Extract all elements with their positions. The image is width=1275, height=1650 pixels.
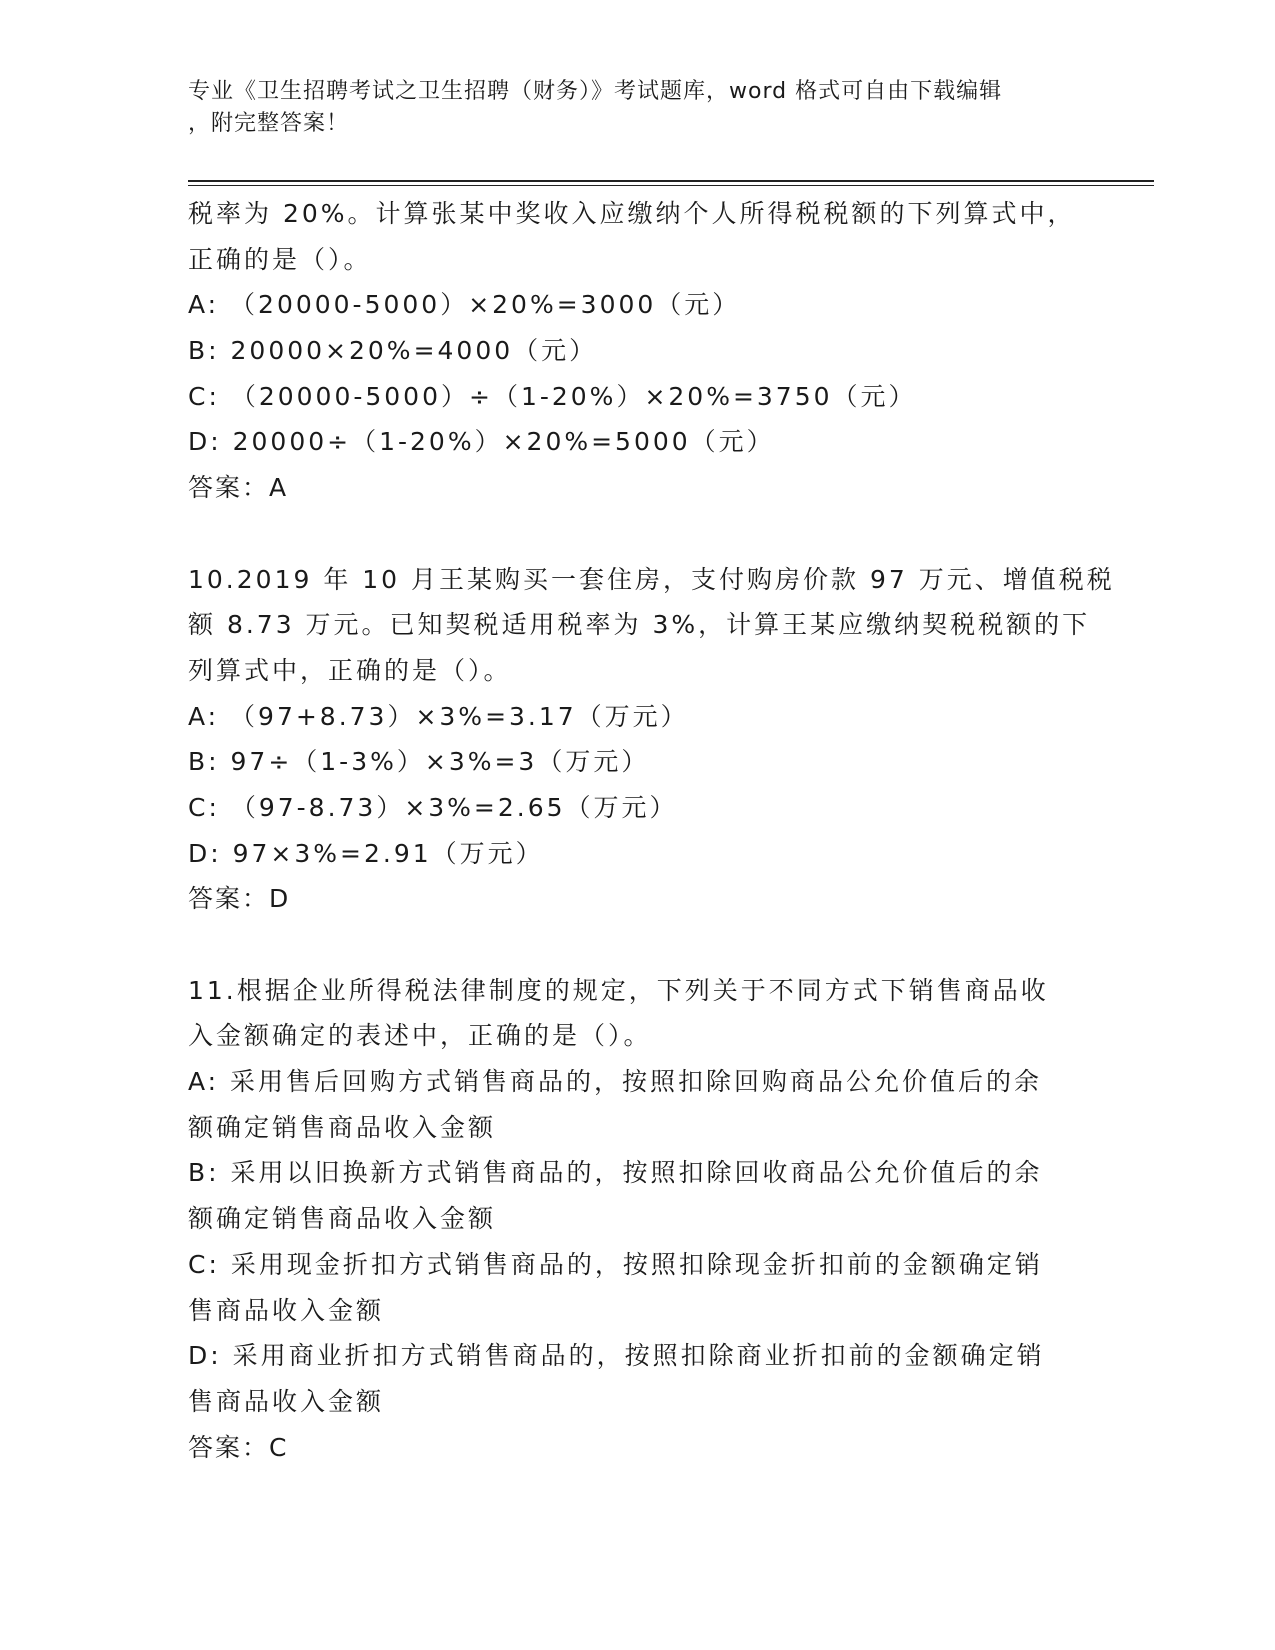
- option-b: B: 20000×20%=4000（元）: [188, 336, 598, 366]
- header-line-1: 专业《卫生招聘考试之卫生招聘（财务）》考试题库，word 格式可自由下载编辑: [188, 79, 1003, 104]
- answer-label: 答案：A: [188, 473, 289, 503]
- spacer: [188, 511, 1088, 557]
- option-a: A: （97+8.73）×3%=3.17（万元）: [188, 701, 689, 731]
- question-stem-line: 11.根据企业所得税法律制度的规定，下列关于不同方式下销售商品收: [188, 975, 1049, 1005]
- header-line-2: ，附完整答案！: [188, 111, 350, 136]
- question-content: [188, 191, 1115, 1470]
- answer-label: 答案：D: [188, 884, 291, 914]
- option-c: C: （97-8.73）×3%=2.65（万元）: [188, 792, 678, 822]
- question-stem-line: 税率为 20%。计算张某中奖收入应缴纳个人所得税税额的下列算式中，: [188, 199, 1076, 228]
- question-stem-line: 列算式中，正确的是（）。: [188, 655, 512, 685]
- question-stem-line: 10.2019 年 10 月王某购买一套住房，支付购房价款 97 万元、增值税税: [188, 564, 1115, 594]
- question-stem-line: 入金额确定的表述中，正确的是（）。: [188, 1021, 652, 1051]
- option-b: B: 采用以旧换新方式销售商品的，按照扣除回收商品公允价值后的余: [188, 1158, 1043, 1188]
- option-d-continued: 售商品收入金额: [188, 1386, 385, 1416]
- option-c-continued: 售商品收入金额: [188, 1295, 385, 1325]
- option-b-continued: 额确定销售商品收入金额: [188, 1204, 497, 1234]
- option-d: D: 97×3%=2.91（万元）: [188, 838, 544, 868]
- option-a: A: （20000-5000）×20%=3000（元）: [188, 290, 741, 320]
- question-10: [188, 557, 1115, 923]
- option-a: A: 采用售后回购方式销售商品的，按照扣除回购商品公允价值后的余: [188, 1067, 1043, 1097]
- page-header: [188, 76, 1088, 140]
- option-c: C: 采用现金折扣方式销售商品的，按照扣除现金折扣前的金额确定销: [188, 1249, 1043, 1279]
- question-11: [188, 968, 1088, 1471]
- spacer: [188, 922, 1088, 968]
- question-stem-line: 额 8.73 万元。已知契税适用税率为 3%，计算王某应缴纳契税税额的下: [188, 610, 1091, 640]
- question-stem-line: 正确的是（）。: [188, 244, 372, 274]
- header-divider-thick: [188, 180, 1154, 182]
- option-c: C: （20000-5000）÷（1-20%）×20%=3750（元）: [188, 381, 917, 411]
- option-d: D: 20000÷（1-20%）×20%=5000（元）: [188, 427, 775, 457]
- option-a-continued: 额确定销售商品收入金额: [188, 1112, 497, 1142]
- option-b: B: 97÷（1-3%）×3%=3（万元）: [188, 747, 650, 777]
- question-9: [188, 191, 1088, 511]
- header-divider-thin: [188, 185, 1154, 186]
- option-d: D: 采用商业折扣方式销售商品的，按照扣除商业折扣前的金额确定销: [188, 1341, 1045, 1371]
- answer-label: 答案：C: [188, 1432, 289, 1462]
